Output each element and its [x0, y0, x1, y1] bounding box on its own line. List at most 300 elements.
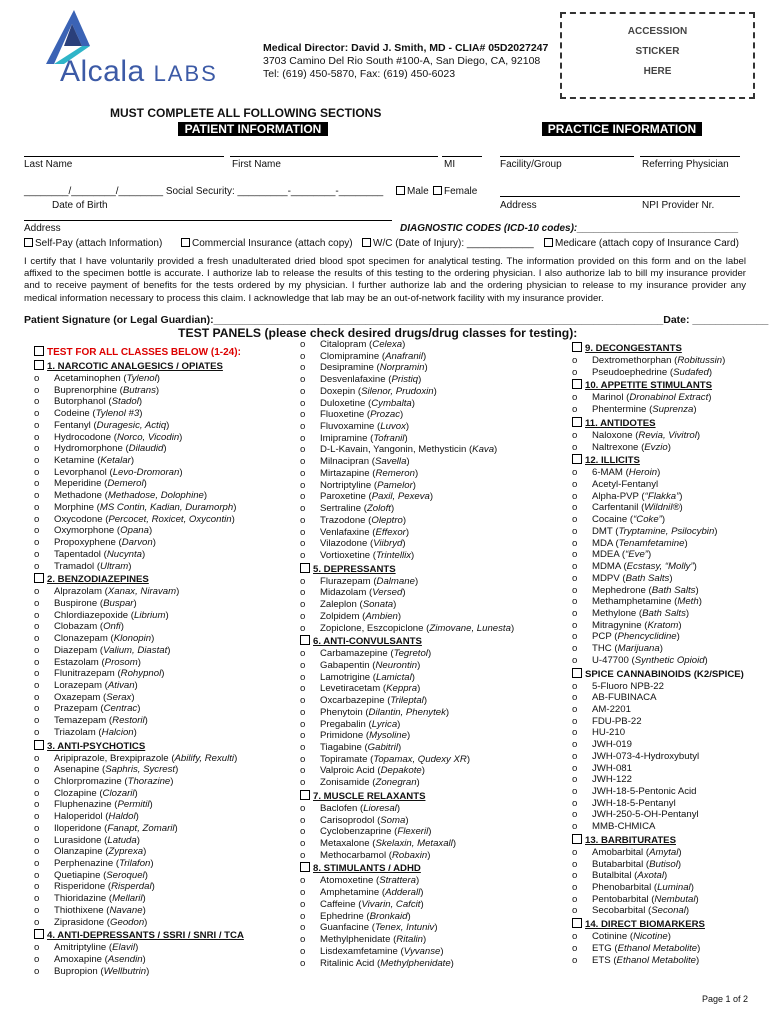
drug-bullet[interactable]: o — [300, 742, 306, 753]
drug-bullet[interactable]: o — [572, 631, 578, 643]
drug-bullet[interactable]: o — [572, 572, 578, 584]
drug-item[interactable] — [300, 934, 562, 946]
drug-bullet[interactable]: o — [34, 373, 40, 384]
drug-bullet[interactable]: o — [34, 609, 40, 621]
drug-item[interactable] — [34, 788, 294, 800]
drug-bullet[interactable]: o — [34, 904, 40, 916]
drug-item[interactable] — [34, 396, 294, 408]
drug-bullet[interactable]: o — [300, 526, 306, 538]
drug-item[interactable] — [34, 621, 294, 633]
drug-bullet[interactable]: o — [34, 396, 40, 408]
drug-bullet[interactable]: o — [300, 934, 306, 946]
drug-bullet[interactable]: o — [34, 501, 40, 513]
drug-item[interactable] — [572, 882, 758, 894]
panel-class-header[interactable] — [572, 668, 758, 681]
drug-bullet[interactable]: o — [300, 683, 306, 695]
drug-bullet[interactable]: o — [300, 875, 306, 887]
drug-item[interactable] — [572, 751, 758, 763]
drug-item[interactable] — [300, 754, 562, 766]
drug-bullet[interactable]: o — [300, 659, 306, 671]
drug-item[interactable] — [300, 887, 562, 899]
drug-item[interactable] — [572, 859, 758, 871]
drug-bullet[interactable]: o — [300, 777, 306, 789]
commercial-checkbox[interactable] — [181, 238, 190, 247]
drug-item[interactable] — [572, 549, 758, 561]
drug-bullet[interactable]: o — [572, 893, 578, 905]
drug-item[interactable] — [34, 858, 294, 870]
drug-bullet[interactable]: o — [572, 870, 578, 882]
panel-class-header[interactable] — [34, 929, 294, 942]
drug-bullet[interactable]: o — [572, 643, 578, 655]
drug-bullet[interactable]: o — [300, 887, 306, 899]
drug-bullet[interactable]: o — [34, 443, 40, 455]
drug-item[interactable] — [34, 776, 294, 788]
drug-item[interactable] — [34, 467, 294, 479]
drug-bullet[interactable]: o — [34, 537, 40, 549]
drug-item[interactable] — [34, 525, 294, 537]
drug-bullet[interactable]: o — [300, 648, 306, 660]
drug-item[interactable] — [572, 894, 758, 906]
panel-class-header[interactable] — [34, 360, 294, 373]
drug-bullet[interactable]: o — [300, 753, 306, 765]
drug-bullet[interactable]: o — [300, 802, 306, 814]
drug-bullet[interactable]: o — [572, 739, 578, 751]
wc-option[interactable]: W/C (Date of Injury): ____________ — [362, 238, 534, 249]
drug-bullet[interactable]: o — [34, 881, 40, 893]
drug-item[interactable] — [300, 538, 562, 550]
drug-bullet[interactable]: o — [34, 586, 40, 598]
drug-item[interactable] — [572, 763, 758, 775]
drug-item[interactable] — [572, 561, 758, 573]
drug-item[interactable] — [300, 409, 562, 421]
drug-item[interactable] — [300, 742, 562, 754]
drug-item[interactable] — [572, 943, 758, 955]
drug-bullet[interactable]: o — [572, 441, 578, 453]
drug-item[interactable] — [572, 655, 758, 667]
drug-bullet[interactable]: o — [34, 965, 40, 977]
drug-item[interactable] — [34, 549, 294, 561]
drug-item[interactable] — [34, 561, 294, 573]
drug-bullet[interactable]: o — [300, 838, 306, 850]
drug-item[interactable] — [34, 835, 294, 847]
drug-bullet[interactable]: o — [34, 811, 40, 823]
drug-bullet[interactable]: o — [300, 479, 306, 491]
drug-bullet[interactable]: o — [300, 409, 306, 421]
test-all-checkbox[interactable] — [34, 346, 44, 356]
drug-item[interactable] — [34, 881, 294, 893]
drug-bullet[interactable]: o — [34, 776, 40, 787]
panel-class-header[interactable] — [300, 635, 562, 648]
panel-class-checkbox[interactable] — [34, 573, 44, 583]
drug-item[interactable] — [572, 727, 758, 739]
drug-item[interactable] — [572, 681, 758, 693]
drug-bullet[interactable]: o — [34, 490, 40, 502]
drug-bullet[interactable]: o — [572, 366, 578, 378]
drug-bullet[interactable]: o — [34, 525, 40, 537]
drug-item[interactable] — [572, 596, 758, 608]
test-all-option[interactable]: TEST FOR ALL CLASSES BELOW (1-24): — [34, 342, 241, 360]
drug-bullet[interactable]: o — [300, 945, 306, 957]
drug-bullet[interactable]: o — [34, 656, 40, 668]
drug-bullet[interactable]: o — [34, 799, 40, 811]
drug-item[interactable] — [572, 704, 758, 716]
drug-item[interactable] — [34, 490, 294, 502]
panel-class-header[interactable] — [572, 454, 758, 467]
panel-class-checkbox[interactable] — [572, 379, 582, 389]
drug-bullet[interactable]: o — [34, 691, 40, 703]
drug-bullet[interactable]: o — [34, 644, 40, 656]
drug-bullet[interactable]: o — [300, 718, 306, 730]
drug-bullet[interactable]: o — [572, 774, 578, 786]
drug-item[interactable] — [572, 404, 758, 416]
drug-bullet[interactable]: o — [300, 695, 306, 707]
drug-item[interactable] — [572, 608, 758, 620]
drug-item[interactable] — [34, 610, 294, 622]
panel-class-checkbox[interactable] — [572, 417, 582, 427]
drug-item[interactable] — [572, 538, 758, 550]
panel-class-checkbox[interactable] — [572, 342, 582, 352]
drug-bullet[interactable]: o — [300, 849, 306, 861]
drug-item[interactable] — [300, 456, 562, 468]
drug-item[interactable] — [300, 958, 562, 970]
drug-item[interactable] — [34, 586, 294, 598]
drug-item[interactable] — [34, 455, 294, 467]
panel-class-checkbox[interactable] — [300, 790, 310, 800]
self-pay-option[interactable]: Self-Pay (attach Information) — [24, 238, 162, 249]
drug-bullet[interactable]: o — [572, 654, 578, 666]
drug-item[interactable] — [300, 351, 562, 363]
drug-item[interactable] — [34, 727, 294, 739]
drug-bullet[interactable]: o — [34, 455, 40, 467]
drug-item[interactable] — [300, 765, 562, 777]
drug-item[interactable] — [300, 468, 562, 480]
drug-item[interactable] — [572, 392, 758, 404]
drug-bullet[interactable]: o — [34, 466, 40, 478]
male-option[interactable]: Male — [396, 186, 429, 197]
drug-item[interactable] — [34, 680, 294, 692]
drug-bullet[interactable]: o — [34, 846, 40, 858]
drug-bullet[interactable]: o — [300, 374, 306, 386]
drug-item[interactable] — [572, 355, 758, 367]
drug-bullet[interactable]: o — [34, 787, 40, 799]
drug-item[interactable] — [34, 917, 294, 929]
drug-item[interactable] — [34, 846, 294, 858]
drug-item[interactable] — [300, 515, 562, 527]
drug-item[interactable] — [34, 692, 294, 704]
drug-bullet[interactable]: o — [572, 821, 578, 833]
drug-item[interactable] — [572, 905, 758, 917]
medicare-checkbox[interactable] — [544, 238, 553, 247]
drug-bullet[interactable]: o — [572, 931, 578, 943]
drug-item[interactable] — [34, 420, 294, 432]
drug-item[interactable] — [34, 811, 294, 823]
drug-item[interactable] — [300, 503, 562, 515]
panel-class-header[interactable] — [572, 918, 758, 931]
drug-item[interactable] — [572, 467, 758, 479]
drug-bullet[interactable]: o — [572, 703, 578, 715]
panel-class-checkbox[interactable] — [34, 740, 44, 750]
panel-class-checkbox[interactable] — [572, 834, 582, 844]
drug-bullet[interactable]: o — [572, 537, 578, 549]
drug-item[interactable] — [572, 821, 758, 833]
drug-item[interactable] — [300, 339, 562, 351]
drug-bullet[interactable]: o — [300, 444, 306, 456]
drug-item[interactable] — [300, 660, 562, 672]
drug-item[interactable] — [34, 408, 294, 420]
drug-item[interactable] — [572, 620, 758, 632]
drug-bullet[interactable]: o — [300, 671, 306, 683]
drug-bullet[interactable]: o — [572, 404, 578, 416]
panel-class-header[interactable] — [34, 740, 294, 753]
drug-bullet[interactable]: o — [572, 809, 578, 821]
drug-bullet[interactable]: o — [572, 762, 578, 774]
drug-item[interactable] — [300, 826, 562, 838]
drug-item[interactable] — [34, 753, 294, 765]
drug-item[interactable] — [300, 911, 562, 923]
drug-item[interactable] — [34, 870, 294, 882]
panel-class-header[interactable] — [34, 573, 294, 586]
drug-item[interactable] — [572, 585, 758, 597]
drug-item[interactable] — [34, 598, 294, 610]
drug-bullet[interactable]: o — [572, 905, 578, 917]
drug-bullet[interactable]: o — [300, 575, 306, 587]
drug-item[interactable] — [572, 430, 758, 442]
drug-bullet[interactable]: o — [34, 703, 40, 715]
drug-item[interactable] — [300, 719, 562, 731]
drug-bullet[interactable]: o — [34, 431, 40, 443]
panel-class-checkbox[interactable] — [300, 635, 310, 645]
drug-bullet[interactable]: o — [34, 419, 40, 431]
drug-bullet[interactable]: o — [572, 355, 578, 366]
drug-bullet[interactable]: o — [34, 942, 40, 954]
panel-class-checkbox[interactable] — [34, 929, 44, 939]
drug-bullet[interactable]: o — [572, 392, 578, 404]
drug-bullet[interactable]: o — [572, 715, 578, 727]
drug-item[interactable] — [34, 799, 294, 811]
panel-class-header[interactable] — [300, 862, 562, 875]
medicare-option[interactable]: Medicare (attach copy of Insurance Card) — [544, 238, 739, 249]
drug-bullet[interactable]: o — [300, 587, 306, 599]
drug-bullet[interactable]: o — [34, 715, 40, 727]
drug-bullet[interactable]: o — [300, 765, 306, 777]
drug-item[interactable] — [300, 946, 562, 958]
drug-bullet[interactable]: o — [300, 339, 306, 350]
drug-item[interactable] — [300, 875, 562, 887]
drug-item[interactable] — [572, 692, 758, 704]
drug-bullet[interactable]: o — [300, 514, 306, 526]
drug-item[interactable] — [572, 502, 758, 514]
drug-item[interactable] — [300, 576, 562, 588]
drug-bullet[interactable]: o — [572, 490, 578, 502]
drug-item[interactable] — [572, 774, 758, 786]
drug-bullet[interactable]: o — [572, 429, 578, 441]
drug-bullet[interactable]: o — [572, 680, 578, 692]
diagnostic-codes-field[interactable]: DIAGNOSTIC CODES (ICD-10 codes):_____________________________ — [400, 223, 739, 234]
drug-bullet[interactable]: o — [34, 869, 40, 881]
drug-item[interactable] — [300, 527, 562, 539]
panel-class-checkbox[interactable] — [300, 862, 310, 872]
drug-item[interactable] — [572, 573, 758, 585]
drug-bullet[interactable]: o — [34, 513, 40, 525]
drug-item[interactable] — [34, 954, 294, 966]
panel-class-header[interactable] — [572, 834, 758, 847]
drug-item[interactable] — [34, 514, 294, 526]
drug-item[interactable] — [300, 803, 562, 815]
drug-bullet[interactable]: o — [34, 752, 40, 764]
drug-item[interactable] — [572, 847, 758, 859]
drug-bullet[interactable]: o — [300, 599, 306, 611]
drug-item[interactable] — [300, 611, 562, 623]
drug-bullet[interactable]: o — [34, 384, 40, 396]
drug-item[interactable] — [300, 587, 562, 599]
panel-class-checkbox[interactable] — [572, 918, 582, 928]
drug-bullet[interactable]: o — [572, 619, 578, 631]
drug-item[interactable] — [300, 362, 562, 374]
drug-item[interactable] — [572, 798, 758, 810]
drug-bullet[interactable]: o — [300, 826, 306, 838]
drug-item[interactable] — [572, 643, 758, 655]
drug-item[interactable] — [572, 870, 758, 882]
drug-item[interactable] — [34, 373, 294, 385]
panel-class-checkbox[interactable] — [572, 454, 582, 464]
drug-item[interactable] — [300, 550, 562, 562]
female-checkbox[interactable] — [433, 186, 442, 195]
drug-bullet[interactable]: o — [300, 538, 306, 550]
panel-class-header[interactable] — [300, 790, 562, 803]
drug-item[interactable] — [572, 716, 758, 728]
drug-bullet[interactable]: o — [34, 954, 40, 966]
drug-item[interactable] — [300, 433, 562, 445]
drug-item[interactable] — [34, 764, 294, 776]
drug-bullet[interactable]: o — [300, 622, 306, 634]
drug-item[interactable] — [300, 707, 562, 719]
drug-item[interactable] — [34, 905, 294, 917]
drug-bullet[interactable]: o — [34, 916, 40, 928]
drug-bullet[interactable]: o — [572, 942, 578, 954]
drug-item[interactable] — [300, 421, 562, 433]
drug-item[interactable] — [300, 386, 562, 398]
drug-item[interactable] — [300, 838, 562, 850]
drug-item[interactable] — [572, 631, 758, 643]
panel-class-header[interactable] — [572, 342, 758, 355]
drug-item[interactable] — [34, 823, 294, 835]
drug-bullet[interactable]: o — [34, 822, 40, 834]
drug-bullet[interactable]: o — [34, 633, 40, 645]
self-pay-checkbox[interactable] — [24, 238, 33, 247]
drug-item[interactable] — [34, 966, 294, 978]
drug-item[interactable] — [300, 922, 562, 934]
commercial-insurance-option[interactable]: Commercial Insurance (attach copy) — [181, 238, 353, 249]
drug-item[interactable] — [300, 815, 562, 827]
drug-item[interactable] — [572, 526, 758, 538]
drug-item[interactable] — [34, 703, 294, 715]
drug-item[interactable] — [572, 809, 758, 821]
drug-bullet[interactable]: o — [300, 898, 306, 910]
drug-item[interactable] — [34, 478, 294, 490]
drug-item[interactable] — [34, 893, 294, 905]
panel-class-header[interactable] — [572, 417, 758, 430]
panel-class-checkbox[interactable] — [300, 563, 310, 573]
drug-bullet[interactable]: o — [300, 350, 306, 362]
drug-bullet[interactable]: o — [572, 514, 578, 526]
drug-bullet[interactable]: o — [572, 584, 578, 596]
drug-item[interactable] — [572, 442, 758, 454]
drug-bullet[interactable]: o — [34, 858, 40, 870]
panel-class-header[interactable] — [300, 563, 562, 576]
drug-bullet[interactable]: o — [300, 456, 306, 468]
drug-bullet[interactable]: o — [300, 814, 306, 826]
drug-bullet[interactable]: o — [34, 548, 40, 560]
drug-item[interactable] — [572, 739, 758, 751]
wc-checkbox[interactable] — [362, 238, 371, 247]
panel-class-checkbox[interactable] — [34, 360, 44, 370]
drug-item[interactable] — [300, 374, 562, 386]
drug-item[interactable] — [300, 599, 562, 611]
drug-bullet[interactable]: o — [572, 692, 578, 704]
drug-bullet[interactable]: o — [572, 607, 578, 619]
drug-item[interactable] — [300, 480, 562, 492]
drug-bullet[interactable]: o — [572, 727, 578, 739]
drug-bullet[interactable]: o — [300, 549, 306, 561]
female-option[interactable]: Female — [433, 186, 477, 197]
drug-bullet[interactable]: o — [300, 957, 306, 969]
drug-item[interactable] — [300, 623, 562, 635]
drug-item[interactable] — [300, 777, 562, 789]
drug-bullet[interactable]: o — [572, 882, 578, 894]
drug-item[interactable] — [572, 786, 758, 798]
drug-bullet[interactable]: o — [34, 478, 40, 490]
drug-item[interactable] — [300, 730, 562, 742]
drug-bullet[interactable]: o — [572, 561, 578, 573]
drug-bullet[interactable]: o — [34, 679, 40, 691]
drug-item[interactable] — [34, 432, 294, 444]
drug-item[interactable] — [572, 491, 758, 503]
drug-bullet[interactable]: o — [300, 503, 306, 515]
drug-item[interactable] — [300, 491, 562, 503]
drug-bullet[interactable]: o — [34, 764, 40, 776]
drug-bullet[interactable]: o — [34, 834, 40, 846]
drug-item[interactable] — [300, 899, 562, 911]
drug-bullet[interactable]: o — [300, 432, 306, 444]
drug-bullet[interactable]: o — [34, 893, 40, 905]
dob-field[interactable]: ________/________/________ Social Security: _________-________-________ — [24, 186, 384, 197]
drug-bullet[interactable]: o — [300, 362, 306, 374]
drug-bullet[interactable]: o — [300, 421, 306, 433]
drug-bullet[interactable]: o — [572, 846, 578, 858]
drug-bullet[interactable]: o — [34, 597, 40, 609]
drug-item[interactable] — [300, 850, 562, 862]
drug-bullet[interactable]: o — [34, 621, 40, 633]
drug-bullet[interactable]: o — [572, 858, 578, 870]
drug-bullet[interactable]: o — [300, 491, 306, 503]
drug-bullet[interactable]: o — [34, 560, 40, 572]
drug-item[interactable] — [34, 657, 294, 669]
male-checkbox[interactable] — [396, 186, 405, 195]
drug-item[interactable] — [34, 537, 294, 549]
drug-bullet[interactable]: o — [300, 610, 306, 622]
drug-bullet[interactable]: o — [572, 786, 578, 797]
drug-item[interactable] — [300, 683, 562, 695]
drug-bullet[interactable]: o — [34, 408, 40, 420]
drug-bullet[interactable]: o — [572, 797, 578, 809]
drug-item[interactable] — [34, 502, 294, 514]
drug-bullet[interactable]: o — [34, 668, 40, 680]
panel-class-header[interactable] — [572, 379, 758, 392]
panel-class-checkbox[interactable] — [572, 668, 582, 678]
drug-item[interactable] — [34, 633, 294, 645]
drug-item[interactable] — [572, 931, 758, 943]
drug-bullet[interactable]: o — [300, 706, 306, 718]
